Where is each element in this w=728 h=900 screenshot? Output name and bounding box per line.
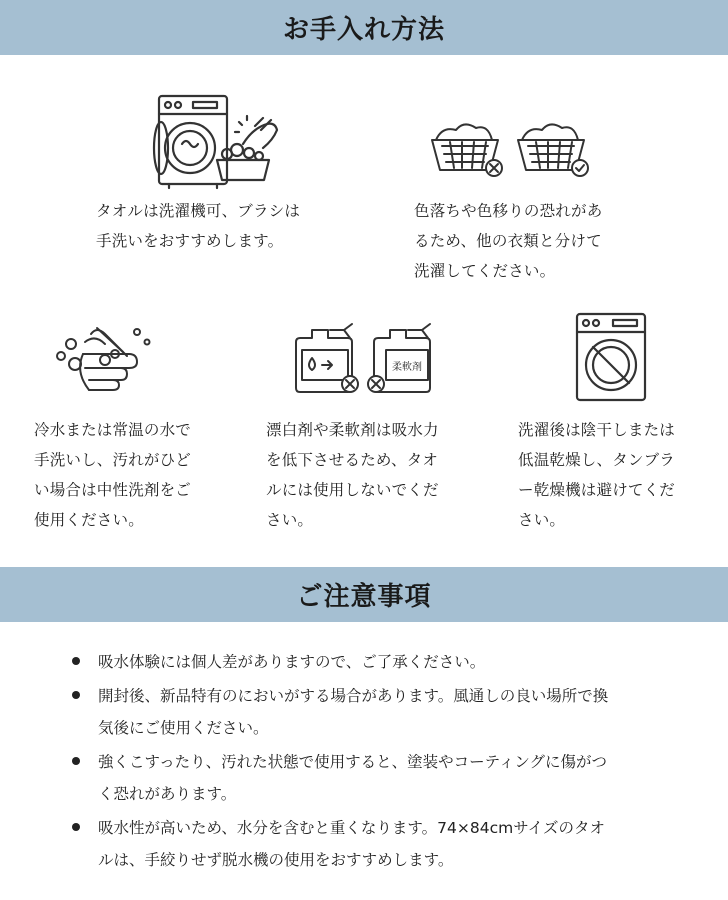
notes-list-item [70, 646, 680, 678]
softener-bottle-label: 柔軟剤 [392, 362, 422, 373]
notes-section-title: ご注意事項 [296, 582, 432, 612]
care-section-banner [0, 0, 728, 55]
notes-list-item [70, 680, 680, 744]
notes-list-item [70, 746, 680, 810]
note-text: 吸水性が高いため、水分を含むと重くなります。74×84cmサイズのタオ ルは、手絞りせず脱水機の使用をおすすめします。 [98, 819, 605, 869]
care-text-hand-wash: 冷水または常温の水で 手洗いし、汚れがひど い場合は中性洗剤をご 使用ください。 [34, 421, 192, 529]
hand-washing-icon [55, 324, 155, 394]
care-text-no-bleach: 漂白剤や柔軟剤は吸水力 を低下させるため、タオ ルには使用しないでくだ さい。 [266, 421, 439, 529]
notes-section-banner [0, 567, 728, 622]
care-text-no-tumble-dry: 洗濯後は陰干しまたは 低温乾燥し、タンブラ ー乾燥機は避けてくだ さい。 [518, 421, 676, 529]
bullet-icon [72, 691, 80, 699]
notes-list-item [70, 812, 680, 876]
bullet-icon [72, 757, 80, 765]
care-text-separate-wash: 色落ちや色移りの恐れがあ るため、他の衣類と分けて 洗濯してください。 [414, 202, 603, 280]
bullet-icon [72, 823, 80, 831]
note-text: 強くこすったり、汚れた状態で使用すると、塗装やコーティングに傷がつ く恐れがあります。 [98, 753, 608, 803]
note-text: 開封後、新品特有のにおいがする場合があります。風通しの良い場所で換 気後にご使用ください。 [98, 687, 609, 737]
bullet-icon [72, 657, 80, 665]
care-text-washing-machine: タオルは洗濯機可、ブラシは 手洗いをおすすめします。 [96, 202, 301, 250]
laundry-baskets-separate-icon [428, 122, 588, 182]
no-tumble-dry-icon [575, 312, 647, 404]
care-section-title: お手入れ方法 [282, 15, 445, 45]
washing-machine-hand-wash-icon [135, 94, 285, 189]
no-bleach-no-softener-icon [294, 322, 434, 394]
notes-list [70, 646, 680, 878]
note-text: 吸水体験には個人差がありますので、ご了承ください。 [98, 653, 486, 671]
